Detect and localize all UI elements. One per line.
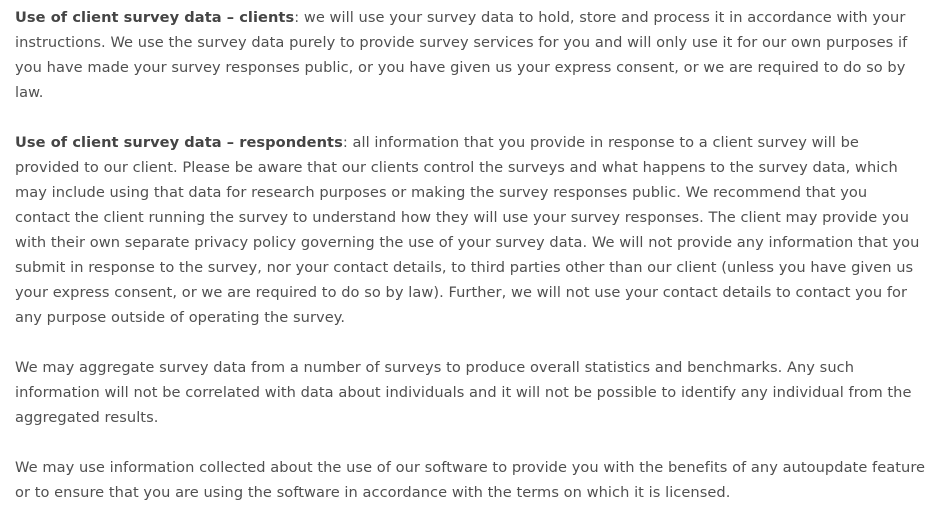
paragraph-heading-respondents: Use of client survey data – respondents xyxy=(15,134,343,151)
paragraph-text-software: We may use information collected about the use of our software to provide you with the benefits of any autoupdate feature or to ensure that you are using the software in accordance with the terms on which it is licensed. xyxy=(15,459,926,501)
paragraph-text-respondents: : all information that you provide in response to a client survey will be provided to our client. Please be aware that our clients control the surveys and what happens to the survey data, which may include using that data for research purposes or making the survey responses public. We recommend that you contact the client running the survey to understand how they will use your survey responses. The client may provide you with their own separate privacy policy governing the use of your survey data. We will not provide any information that you submit in response to the survey, nor your contact details, to third parties other than our client (unless you have given us your express consent, or we are required to do so by law). Further, we will not use your contact details to contact you for any purpose outside of operating the survey. xyxy=(15,134,920,326)
paragraph-client-data-respondents xyxy=(15,130,926,330)
paragraph-software-usage xyxy=(15,455,926,505)
paragraph-client-data-clients xyxy=(15,5,926,105)
paragraph-aggregate-data xyxy=(15,355,926,430)
paragraph-text-clients: : we will use your survey data to hold, store and process it in accordance with your instructions. We use the survey data purely to provide survey services for you and will only use it for our own purposes if you have made your survey responses public, or you have given us your express consent, or we are required to do so by law. xyxy=(15,9,908,101)
paragraph-heading-clients: Use of client survey data – clients xyxy=(15,9,295,26)
paragraph-text-aggregate: We may aggregate survey data from a number of surveys to produce overall statistics and benchmarks. Any such information will not be correlated with data about individuals and it will not be possible to identify any individual from the aggregated results. xyxy=(15,359,912,426)
